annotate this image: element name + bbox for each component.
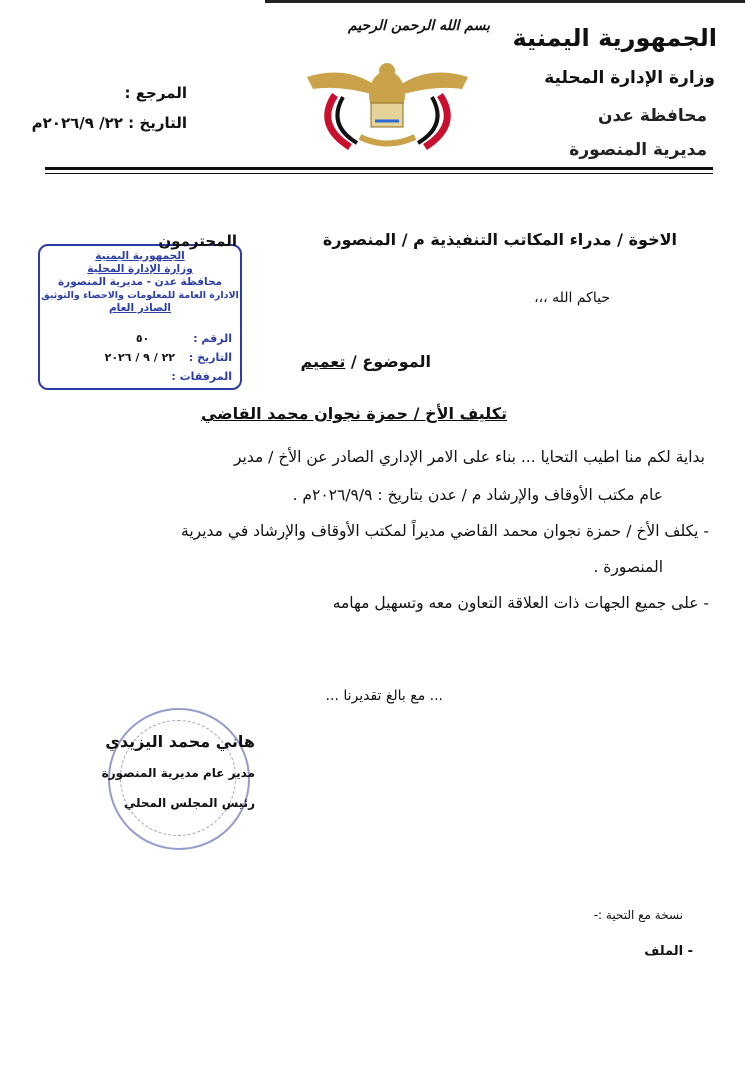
header-ministry: وزارة الإدارة المحلية bbox=[544, 68, 715, 88]
assignment-title: تكليف الأخ / حمزة نجوان محمد القاضي bbox=[200, 404, 507, 423]
item-1-line-1: - يكلف الأخ / حمزة نجوان محمد القاضي مديراً لمكتب الأوقاف والإرشاد في مديرية bbox=[181, 522, 709, 540]
basmala: بسم الله الرحمن الرحيم bbox=[348, 18, 490, 34]
respected-text: المحترمون bbox=[158, 232, 237, 250]
stamp-attachments-row bbox=[42, 370, 232, 383]
top-border-line bbox=[265, 0, 745, 3]
signer-title-2: رئيس المجلس المحلي bbox=[123, 796, 255, 810]
yemen-emblem-icon bbox=[305, 55, 470, 155]
stamp-line-outgoing: الصادر العام bbox=[108, 302, 172, 314]
reference-label: المرجع : bbox=[124, 84, 187, 102]
date-field bbox=[32, 114, 187, 132]
header-separator bbox=[45, 167, 713, 170]
copies-item-file: - الملف bbox=[644, 944, 693, 959]
signer-title-1: مدير عام مديرية المنصورة bbox=[101, 766, 255, 780]
subject-value: تعميم bbox=[300, 352, 346, 371]
header-directorate: مديرية المنصورة bbox=[569, 140, 707, 160]
stamp-date-label: التاريخ : bbox=[188, 351, 232, 364]
item-2: - على جميع الجهات ذات العلاقة التعاون معه وتسهيل مهامه bbox=[332, 594, 709, 612]
stamp-number-value: ٥٠ bbox=[135, 332, 150, 345]
copies-label: نسخة مع التحية :- bbox=[593, 908, 683, 922]
stamp-number-row bbox=[42, 332, 232, 345]
subject-line bbox=[300, 352, 431, 371]
closing-line: ... مع بالغ تقديرنا ... bbox=[325, 688, 443, 704]
stamp-line-department: الادارة العامة للمعلومات والاحصاء والتوثيق bbox=[41, 290, 239, 301]
stamp-line-ministry: وزارة الإدارة المحلية bbox=[87, 263, 193, 275]
stamp-line-republic: الجمهورية اليمنية bbox=[95, 250, 185, 262]
addressee-line: الاخوة / مدراء المكاتب التنفيذية م / المنصورة bbox=[322, 230, 677, 249]
subject-label: الموضوع / bbox=[350, 352, 431, 371]
stamp-attachments-label: المرفقات : bbox=[171, 370, 232, 383]
registry-stamp bbox=[38, 244, 242, 390]
date-label: التاريخ : bbox=[128, 114, 187, 132]
header-republic: الجمهورية اليمنية bbox=[512, 24, 717, 52]
stamp-date-row bbox=[42, 351, 232, 364]
paragraph-1-line-1: بداية لكم منا اطيب التحايا ... بناء على الامر الإداري الصادر عن الأخ / مدير bbox=[233, 448, 705, 466]
greeting: حياكم الله ،،، bbox=[534, 290, 610, 306]
item-1-line-2: المنصورة . bbox=[593, 558, 663, 576]
stamp-number-label: الرقم : bbox=[193, 332, 232, 345]
header-separator-thin bbox=[45, 173, 713, 174]
signer-name: هاني محمد اليزيدي bbox=[105, 732, 255, 751]
stamp-line-directorate: محافظة عدن - مديرية المنصورة bbox=[57, 276, 223, 288]
stamp-date-value: ٢٢ / ٩ / ٢٠٢٦ bbox=[104, 351, 176, 364]
paragraph-1-line-2: عام مكتب الأوقاف والإرشاد م / عدن بتاريخ : ٢٠٢٦/٩/٩م . bbox=[292, 486, 663, 504]
date-value: ٢٢/ ٢٠٢٦/٩م bbox=[31, 114, 123, 132]
header-governorate: محافظة عدن bbox=[597, 106, 707, 126]
